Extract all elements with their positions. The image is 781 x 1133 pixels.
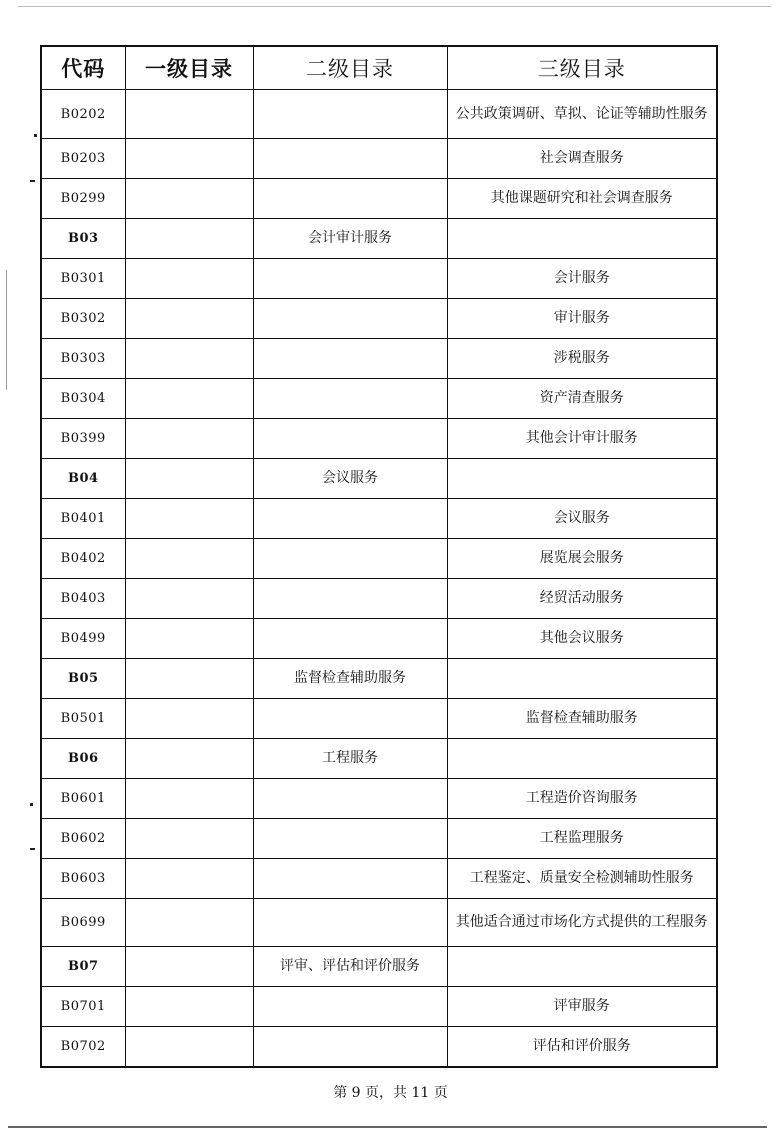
cell-code: B0602 <box>41 819 125 859</box>
cell-level1 <box>125 947 253 987</box>
cell-level1 <box>125 619 253 659</box>
cell-level1 <box>125 90 253 139</box>
cell-level3: 监督检查辅助服务 <box>447 699 717 739</box>
header-level3: 三级目录 <box>447 46 717 90</box>
page-footer: 第 9 页，共 11 页 <box>333 1085 448 1101</box>
table-row <box>41 339 717 379</box>
cell-code: B04 <box>41 459 125 499</box>
table-row <box>41 139 717 179</box>
table-row <box>41 219 717 259</box>
cell-level2 <box>253 259 447 299</box>
cell-level3 <box>447 947 717 987</box>
cell-level3: 会议服务 <box>447 499 717 539</box>
cell-level3: 经贸活动服务 <box>447 579 717 619</box>
cell-level3: 工程监理服务 <box>447 819 717 859</box>
cell-level3 <box>447 739 717 779</box>
cell-level3: 其他课题研究和社会调查服务 <box>447 179 717 219</box>
cell-level1 <box>125 139 253 179</box>
cell-level3: 涉税服务 <box>447 339 717 379</box>
table-body <box>41 90 717 1067</box>
table-row <box>41 987 717 1027</box>
cell-code: B0603 <box>41 859 125 899</box>
table-row <box>41 947 717 987</box>
cell-level2 <box>253 579 447 619</box>
scan-mark <box>30 848 35 850</box>
cell-code: B0701 <box>41 987 125 1027</box>
table-row <box>41 539 717 579</box>
cell-level3: 评估和评价服务 <box>447 1027 717 1067</box>
cell-code: B0499 <box>41 619 125 659</box>
cell-code: B07 <box>41 947 125 987</box>
cell-code: B0203 <box>41 139 125 179</box>
cell-level3: 会计服务 <box>447 259 717 299</box>
cell-code: B0403 <box>41 579 125 619</box>
cell-level1 <box>125 739 253 779</box>
cell-code: B0299 <box>41 179 125 219</box>
cell-level3: 审计服务 <box>447 299 717 339</box>
table-row <box>41 819 717 859</box>
bottom-scan-line <box>8 1126 767 1128</box>
table-row <box>41 179 717 219</box>
cell-level2 <box>253 539 447 579</box>
cell-level3: 展览展会服务 <box>447 539 717 579</box>
table-row <box>41 739 717 779</box>
cell-level3: 社会调查服务 <box>447 139 717 179</box>
cell-level1 <box>125 339 253 379</box>
cell-level2 <box>253 499 447 539</box>
cell-level3 <box>447 659 717 699</box>
table-row <box>41 619 717 659</box>
cell-level1 <box>125 659 253 699</box>
cell-level3: 工程造价咨询服务 <box>447 779 717 819</box>
table-row <box>41 299 717 339</box>
cell-level2 <box>253 179 447 219</box>
cell-level1 <box>125 987 253 1027</box>
cell-code: B05 <box>41 659 125 699</box>
cell-code: B0301 <box>41 259 125 299</box>
cell-level2 <box>253 90 447 139</box>
scan-mark <box>30 180 35 182</box>
cell-level2: 会计审计服务 <box>253 219 447 259</box>
cell-level3: 评审服务 <box>447 987 717 1027</box>
cell-level3: 公共政策调研、草拟、论证等辅助性服务 <box>447 90 717 139</box>
scan-mark <box>34 134 37 137</box>
cell-level3: 其他会计审计服务 <box>447 419 717 459</box>
cell-code: B0399 <box>41 419 125 459</box>
cell-code: B0402 <box>41 539 125 579</box>
cell-level1 <box>125 499 253 539</box>
header-level2: 二级目录 <box>253 46 447 90</box>
cell-level1 <box>125 819 253 859</box>
cell-level2 <box>253 699 447 739</box>
cell-level1 <box>125 299 253 339</box>
cell-level2 <box>253 619 447 659</box>
cell-code: B0501 <box>41 699 125 739</box>
cell-level2 <box>253 819 447 859</box>
cell-level2: 会议服务 <box>253 459 447 499</box>
header-code: 代码 <box>41 46 125 90</box>
cell-code: B0401 <box>41 499 125 539</box>
cell-level2 <box>253 339 447 379</box>
cell-level2 <box>253 859 447 899</box>
cell-level1 <box>125 459 253 499</box>
table-row <box>41 259 717 299</box>
cell-level3: 其他会议服务 <box>447 619 717 659</box>
cell-level1 <box>125 179 253 219</box>
cell-level1 <box>125 699 253 739</box>
cell-level2 <box>253 779 447 819</box>
table-row <box>41 659 717 699</box>
cell-code: B0302 <box>41 299 125 339</box>
cell-code: B06 <box>41 739 125 779</box>
scan-mark <box>30 803 33 806</box>
cell-level1 <box>125 1027 253 1067</box>
cell-code: B0702 <box>41 1027 125 1067</box>
cell-level3: 工程鉴定、质量安全检测辅助性服务 <box>447 859 717 899</box>
table-row <box>41 899 717 947</box>
cell-level1 <box>125 539 253 579</box>
cell-code: B0303 <box>41 339 125 379</box>
cell-level2 <box>253 899 447 947</box>
cell-level3 <box>447 459 717 499</box>
cell-level1 <box>125 779 253 819</box>
table-row <box>41 579 717 619</box>
cell-level2 <box>253 139 447 179</box>
cell-level2: 评审、评估和评价服务 <box>253 947 447 987</box>
header-level1: 一级目录 <box>125 46 253 90</box>
scan-mark <box>6 270 7 390</box>
table-header-row <box>41 46 717 90</box>
cell-level2 <box>253 987 447 1027</box>
cell-level2 <box>253 379 447 419</box>
table-row <box>41 90 717 139</box>
cell-code: B03 <box>41 219 125 259</box>
table-row <box>41 419 717 459</box>
table-row <box>41 459 717 499</box>
table-row <box>41 699 717 739</box>
cell-level3: 资产清查服务 <box>447 379 717 419</box>
cell-code: B0202 <box>41 90 125 139</box>
cell-code: B0601 <box>41 779 125 819</box>
cell-level1 <box>125 379 253 419</box>
top-scan-line <box>18 6 771 7</box>
table-row <box>41 859 717 899</box>
cell-level2: 工程服务 <box>253 739 447 779</box>
cell-level1 <box>125 259 253 299</box>
cell-level1 <box>125 219 253 259</box>
table-row <box>41 779 717 819</box>
catalog-table <box>40 45 718 1068</box>
cell-code: B0699 <box>41 899 125 947</box>
cell-level3: 其他适合通过市场化方式提供的工程服务 <box>447 899 717 947</box>
cell-level2 <box>253 1027 447 1067</box>
cell-level1 <box>125 899 253 947</box>
cell-level3 <box>447 219 717 259</box>
cell-level2 <box>253 299 447 339</box>
table-row <box>41 499 717 539</box>
table-row <box>41 1027 717 1067</box>
cell-level1 <box>125 419 253 459</box>
cell-level2: 监督检查辅助服务 <box>253 659 447 699</box>
cell-level2 <box>253 419 447 459</box>
cell-level1 <box>125 859 253 899</box>
table-row <box>41 379 717 419</box>
cell-code: B0304 <box>41 379 125 419</box>
cell-level1 <box>125 579 253 619</box>
